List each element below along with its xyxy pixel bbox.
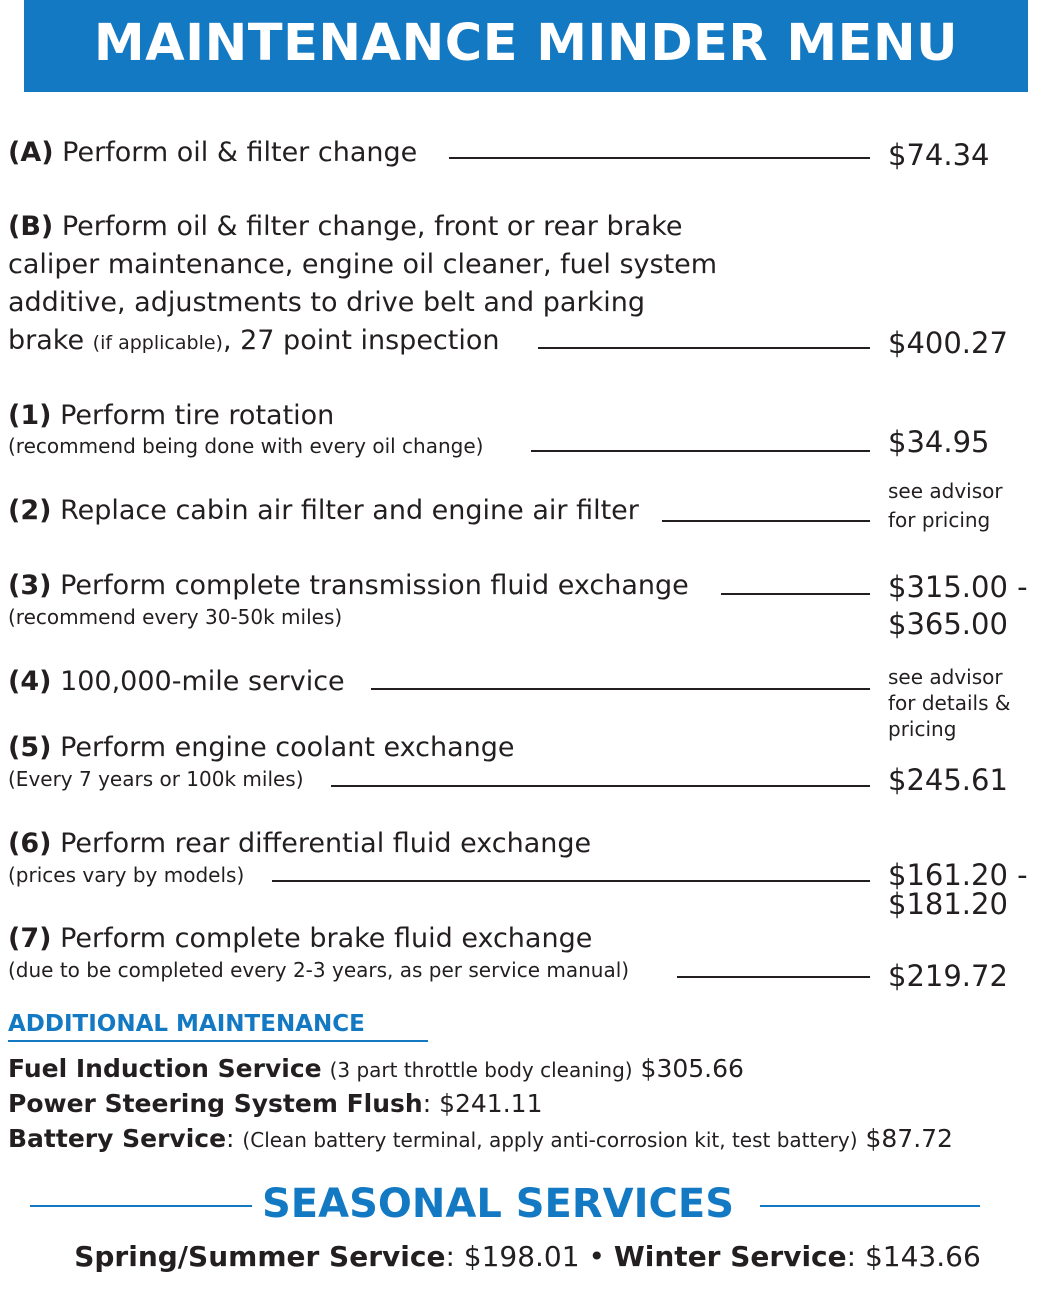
leader-line: [331, 785, 870, 787]
item-sub: (recommend being done with every oil change): [8, 434, 484, 458]
item-7: [8, 920, 592, 957]
price: $219.72: [888, 959, 1008, 993]
service-fuel-induction: [8, 1052, 744, 1086]
item-text: Perform oil & filter change: [62, 137, 418, 168]
item-code: (2): [8, 495, 52, 526]
leader-line: [531, 450, 870, 452]
page-title: MAINTENANCE MINDER MENU: [93, 14, 959, 73]
item-sub: (recommend every 30-50k miles): [8, 605, 343, 629]
item-code: (7): [8, 923, 52, 954]
price: $181.20: [888, 887, 1008, 921]
service-price: $241.11: [439, 1089, 543, 1118]
service-battery: [8, 1122, 953, 1156]
price-note: pricing: [888, 717, 957, 741]
seasonal-prices: [0, 1239, 1055, 1275]
item-text: Perform complete transmission fluid exchange: [60, 570, 689, 601]
winter-service-price: : $143.66: [846, 1240, 981, 1273]
service-price: $305.66: [632, 1054, 744, 1083]
spring-service-price: : $198.01: [445, 1240, 580, 1273]
price-note: for details &: [888, 691, 1011, 715]
item-code: (6): [8, 828, 52, 859]
item-sub: (Every 7 years or 100k miles): [8, 767, 304, 791]
additional-heading: ADDITIONAL MAINTENANCE: [8, 1011, 365, 1037]
leader-line: [662, 520, 870, 522]
heading-underline: [8, 1040, 428, 1042]
item-code: (B): [8, 211, 54, 242]
item-code: (4): [8, 666, 52, 697]
item-text: brake: [8, 325, 85, 356]
item-text: Perform tire rotation: [60, 400, 335, 431]
price: $245.61: [888, 763, 1008, 797]
price-note: see advisor: [888, 665, 1003, 689]
item-code: (5): [8, 732, 52, 763]
service-name: Battery Service: [8, 1124, 227, 1153]
item-2: [8, 492, 639, 529]
item-3: [8, 567, 689, 604]
service-detail: (Clean battery terminal, apply anti-corrosion kit, test battery): [242, 1128, 858, 1152]
item-b-line-2: caliper maintenance, engine oil cleaner, fuel system: [8, 249, 718, 280]
item-4: [8, 663, 345, 700]
item-code: (1): [8, 400, 52, 431]
item-code: (3): [8, 570, 52, 601]
service-sep: [322, 1054, 330, 1083]
price: $74.34: [888, 138, 990, 172]
price: $315.00 -: [888, 570, 1028, 604]
price-note: see advisor: [888, 479, 1003, 503]
leader-line: [721, 593, 870, 595]
item-code: (A): [8, 137, 54, 168]
item-text-tail: , 27 point inspection: [222, 325, 500, 356]
item-text: Perform oil & filter change, front or rear brake: [61, 211, 683, 242]
seasonal-rule-right: [760, 1205, 980, 1207]
item-6: [8, 825, 591, 862]
item-text: Perform engine coolant exchange: [60, 732, 515, 763]
item-a: [8, 134, 417, 171]
price: $365.00: [888, 607, 1008, 641]
item-text: Perform complete brake fluid exchange: [60, 923, 593, 954]
item-1: [8, 397, 334, 434]
price: $34.95: [888, 425, 990, 459]
price: $161.20 -: [888, 858, 1028, 892]
service-detail: (3 part throttle body cleaning): [329, 1058, 633, 1082]
service-price: $87.72: [857, 1124, 953, 1153]
price-note: for pricing: [888, 508, 991, 532]
winter-service-name: Winter Service: [613, 1240, 847, 1273]
item-5: [8, 729, 515, 766]
seasonal-heading: SEASONAL SERVICES: [262, 1181, 735, 1227]
service-sep: :: [422, 1089, 440, 1118]
item-b-line-1: [8, 208, 683, 245]
leader-line: [449, 157, 870, 159]
service-name: Power Steering System Flush: [8, 1089, 423, 1118]
price: $400.27: [888, 326, 1008, 360]
item-b-line-3: additive, adjustments to drive belt and parking: [8, 287, 645, 318]
seasonal-rule-left: [30, 1205, 252, 1207]
item-small-note: (if applicable): [92, 332, 223, 354]
leader-line: [272, 880, 870, 882]
item-b-line-4: [8, 322, 500, 362]
leader-line: [538, 347, 870, 349]
service-sep: :: [226, 1124, 243, 1153]
item-sub: (due to be completed every 2-3 years, as per service manual): [8, 958, 630, 982]
service-name: Fuel Induction Service: [8, 1054, 322, 1083]
item-text: Replace cabin air filter and engine air filter: [60, 495, 639, 526]
item-sub: (prices vary by models): [8, 863, 245, 887]
item-text: 100,000-mile service: [60, 666, 345, 697]
leader-line: [677, 976, 870, 978]
service-power-steering: [8, 1087, 542, 1121]
spring-service-name: Spring/Summer Service: [74, 1240, 446, 1273]
leader-line: [371, 688, 870, 690]
item-text: Perform rear differential fluid exchange: [60, 828, 592, 859]
bullet-separator: •: [579, 1240, 614, 1273]
